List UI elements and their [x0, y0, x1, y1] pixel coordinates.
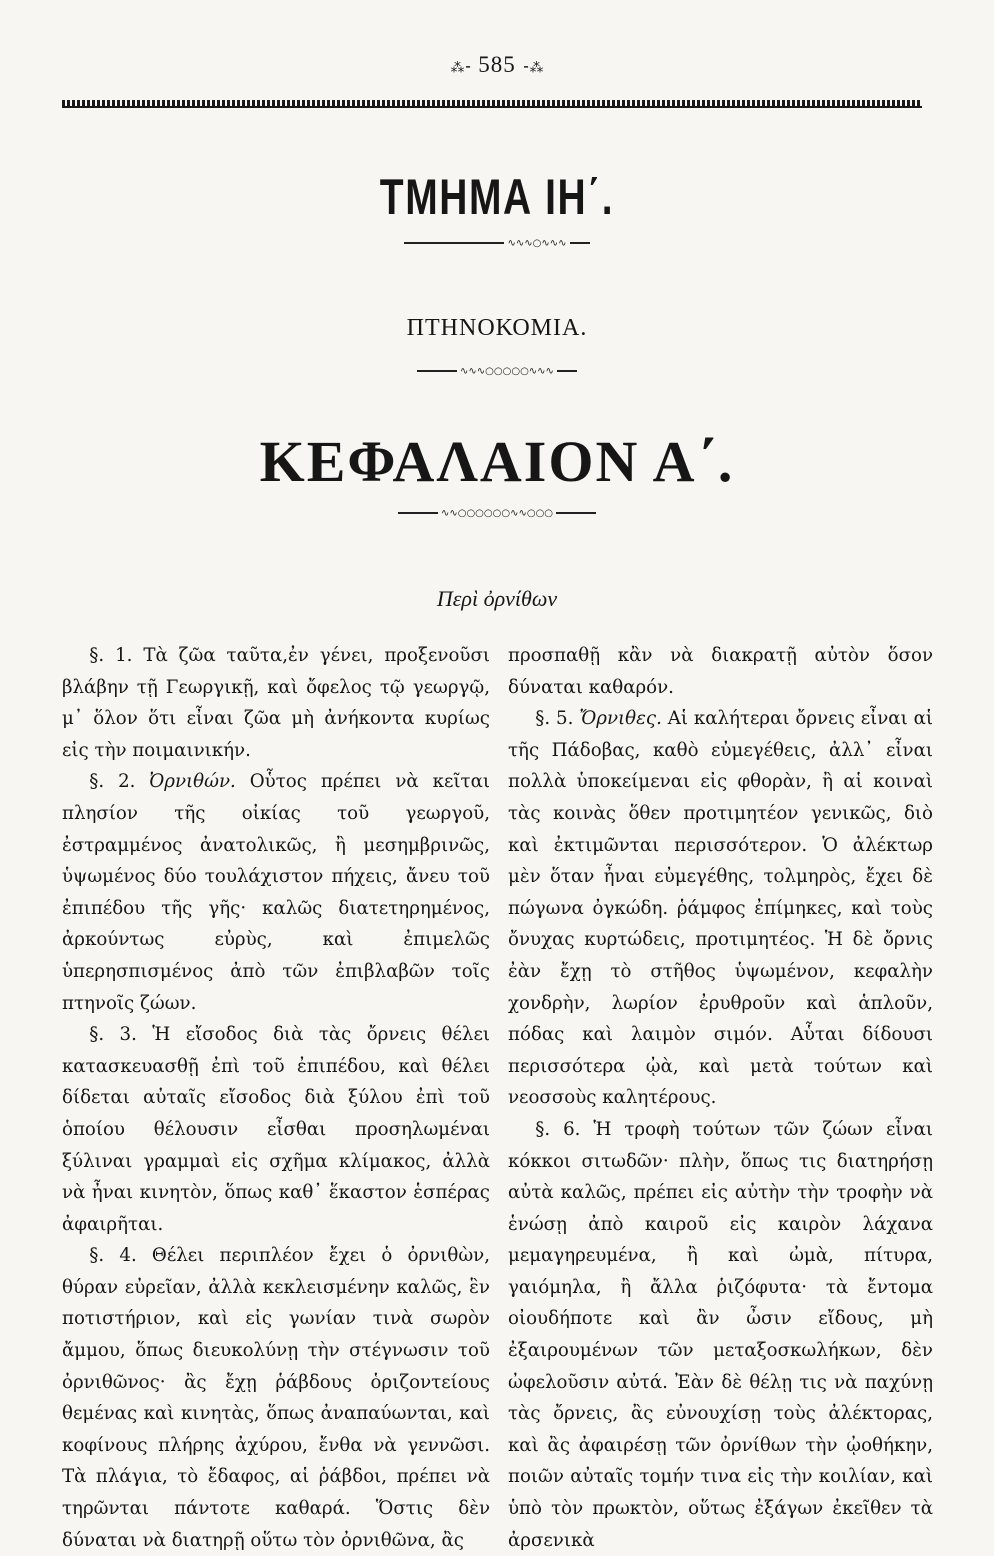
- right-column: [508, 640, 933, 1556]
- page-number-ornament-left: ⁂⁃: [450, 61, 472, 76]
- page-number-ornament-right: ⁃⁂: [522, 61, 544, 76]
- paragraph-1: §. 1. Τὰ ζῶα ταῦτα,ἐν γένει, προξενοῦσι βλάβην τῇ Γεωργικῇ, καὶ ὄφελος τῷ γεωργῷ, μ᾽ ὅλον ὅτι εἶναι ζῶα μὴ ἀνήκοντα κυρίως εἰς τὴν ποιμαινικήν.: [62, 645, 490, 761]
- paragraph-2: [62, 766, 490, 1019]
- paragraph-5-label: §. 5.: [535, 708, 574, 730]
- subsection-title: ΠΤΗΝΟΚΟΜΙΑ.: [406, 315, 588, 341]
- chapter-subject: Περὶ ὀρνίθων: [436, 586, 558, 611]
- ornament-divider-2: ∿∿∿○○○○○∿∿∿: [0, 366, 994, 377]
- ornamental-header-rule: [62, 98, 922, 108]
- section-title: ΤΜΗΜΑ ΙΗ΄.: [379, 169, 615, 225]
- left-column: [62, 640, 490, 1556]
- paragraph-6: §. 6. Ἡ τροφὴ τούτων τῶν ζώων εἶναι κόκκοι σιτωδῶν· πλὴν, ὅπως τις διατηρήσῃ αὐτὰ καλῶς, πρέπει εἰς αὐτὴν τὴν τροφὴν νὰ ἑνώσῃ ἀπὸ καιροῦ εἰς καιρὸν λάχανα μεμαγηρευμένα, ἢ καὶ ὠμὰ, πίτυρα, γαιόμηλα, ἢ ἄλλα ῥιζόφυτα· τὰ ἔντομα οἰουδήποτε καὶ ἂν ὦσιν εἴδους, μὴ ἐξαιρουμένων τῶν μεταξοσκωλήκων, δὲν ὠφελοῦσιν αὐτά. Ἐὰν δὲ θέλῃ τις νὰ παχύνῃ τὰς ὄρνεις, ἂς εὐνουχίσῃ τοὺς ἀλέκτορας, καὶ ἂς ἀφαιρέσῃ τῶν ὀρνίθων τὴν ᾠοθήκην, ποιῶν αὐταῖς τομήν τινα εἰς τὴν κοιλίαν, καὶ ὑπὸ τὸν πρωκτὸν, οὕτως ἐξάγων ἐκεῖθεν τὰ ἀρσενικὰ: [508, 1118, 933, 1551]
- page-number: [0, 52, 994, 78]
- paragraph-5: [508, 703, 933, 1114]
- paragraph-4-continued: προσπαθῇ κἂν νὰ διακρατῇ αὐτὸν ὅσον δύναται καθαρόν.: [508, 645, 933, 698]
- paragraph-2-text: Οὗτος πρέπει νὰ κεῖται πλησίον τῆς οἰκίας τοῦ γεωργοῦ, ἐστραμμένος ἀνατολικῶς, ἢ μεσημβρινῶς, ὑψωμένος δύο τουλάχιστον πήχεις, ἄνευ τοῦ ἐπιπέδου τῆς γῆς· καλῶς διατετηρημένος, ἀρκούντως εὐρὺς, καὶ ἐπιμελῶς ὑπερησπισμένος ἀπὸ τῶν ἐπιβλαβῶν τοῖς πτηνοῖς ζώων.: [62, 771, 490, 1014]
- paragraph-5-term: Ὄρνιθες.: [579, 708, 662, 730]
- paragraph-3: §. 3. Ἡ εἴσοδος διὰ τὰς ὄρνεις θέλει κατασκευασθῇ ἐπὶ τοῦ ἐπιπέδου, καὶ θέλει δίδεται αὐταῖς εἴσοδος διὰ ξύλου ἐπὶ τοῦ ὁποίου θέλουσιν εἶσθαι προσηλωμέναι ξύλιναι γραμμαὶ εἰς σχῆμα κλίμακος, ἀλλὰ νὰ ἦναι κινητὸν, ὅπως καθ᾽ ἕκαστον ἑσπέρας ἀφαιρῆται.: [62, 1024, 490, 1235]
- paragraph-2-term: Ὀρνιθών.: [149, 771, 236, 793]
- chapter-title: ΚΕΦΑΛΑΙΟΝ Α΄.: [259, 429, 735, 494]
- paragraph-4: §. 4. Θέλει περιπλέον ἔχει ὁ ὀρνιθὼν, θύραν εὐρεῖαν, ἀλλὰ κεκλεισμένην καλῶς, ἓν ποτιστήριον, καὶ εἰς γωνίαν τινὰ σωρὸν ἄμμου, ὅπως διευκολύνῃ τὴν στέγνωσιν τοῦ ὀρνιθῶνος· ἂς ἔχῃ ῥάβδους ὁριζοντείους θεμένας καὶ κινητὰς, ὅπως ἀναπαύωνται, καὶ κοφίνους πλήρης ἀχύρου, ἔνθα νὰ γεννῶσι. Τὰ πλάγια, τὸ ἔδαφος, αἱ ῥάβδοι, πρέπει νὰ τηρῶνται πάντοτε καθαρά. Ὅστις δὲν δύναται νὰ διατηρῇ οὕτω τὸν ὀρνιθῶνα, ἂς: [62, 1245, 490, 1551]
- ornament-divider-3: ∿∿○○○○○○∿∿○○○: [0, 508, 994, 519]
- paragraph-5-text: Αἱ καλήτεραι ὄρνεις εἶναι αἱ τῆς Πάδοβας, καθὸ εὐμεγέθεις, ἀλλ᾽ εἶναι πολλὰ ὑποκείμεναι εἰς φθορὰν, ἢ αἱ κοιναὶ τὰς κοινὰς ὅθεν προτιμητέον γενικῶς, διὸ καὶ ἐκτιμῶνται περισσότερον. Ὁ ἀλέκτωρ μὲν ὅταν ἦναι εὐμεγέθης, τολμηρὸς, ἔχει δὲ πώγωνα ὀγκώδη. ῥάμφος ἐπίμηκες, καὶ τοὺς ὄνυχας κυρτώδεις, προτιμητέος. Ἡ δὲ ὄρνις ἐὰν ἔχῃ τὸ στῆθος ὑψωμένον, κεφαλὴν χονδρὴν, λωρίον ἐρυθροῦν καὶ ἁπλοῦν, πόδας καὶ λαιμὸν σιμόν. Αὗται δίδουσι περισσότερα ᾠὰ, καὶ μετὰ τούτων καὶ νεοσσοὺς καλητέρους.: [508, 708, 933, 1109]
- page-number-value: 585: [478, 52, 516, 77]
- ornament-divider-1: ∿∿∿○∿∿∿: [0, 238, 994, 249]
- paragraph-2-label: §. 2.: [89, 771, 136, 793]
